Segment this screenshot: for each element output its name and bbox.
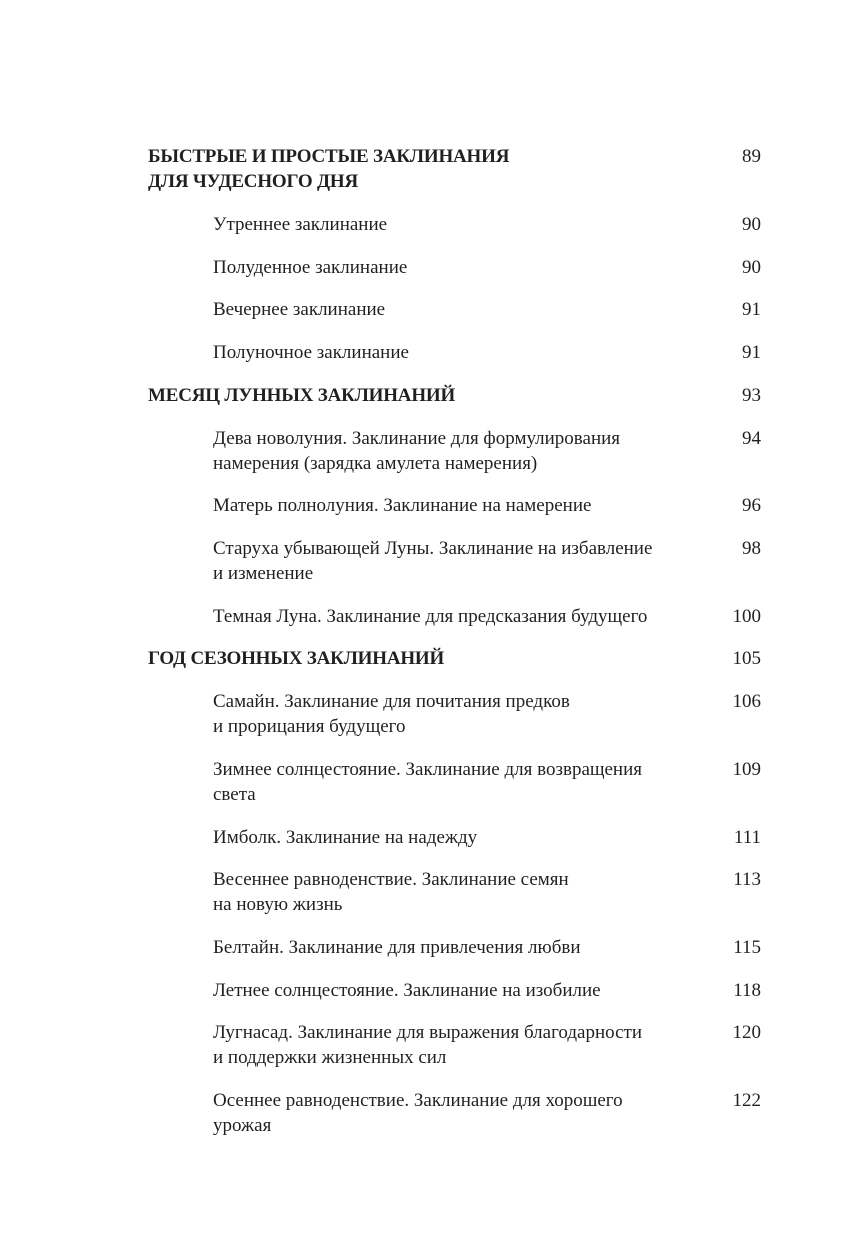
toc-entry-title: Полуночное заклинание bbox=[213, 342, 409, 363]
toc-page-number: 98 bbox=[742, 538, 761, 559]
toc-entry-title: Дева новолуния. Заклинание для формулирования намерения (зарядка амулета намерения) bbox=[213, 428, 621, 474]
toc-page-number: 89 bbox=[742, 146, 761, 167]
toc-page-number: 113 bbox=[733, 869, 761, 890]
toc-entry-title: Весеннее равноденствие. Заклинание семян на новую жизнь bbox=[213, 869, 569, 915]
toc-entry-title: Летнее солнцестояние. Заклинание на изобилие bbox=[213, 980, 601, 1001]
toc-page-number: 91 bbox=[742, 342, 761, 363]
toc-page-number: 100 bbox=[732, 606, 761, 627]
toc-page-number: 90 bbox=[742, 257, 761, 278]
toc-entry-title: Зимнее солнцестояние. Заклинание для возвращения света bbox=[213, 759, 643, 805]
toc-page-number: 120 bbox=[732, 1022, 761, 1043]
toc-page-number: 111 bbox=[733, 827, 761, 848]
toc-page-number: 115 bbox=[733, 937, 761, 958]
toc-page-number: 90 bbox=[742, 214, 761, 235]
toc-page-number: 105 bbox=[732, 648, 761, 669]
toc-section-title: БЫСТРЫЕ И ПРОСТЫЕ ЗАКЛИНАНИЯ ДЛЯ ЧУДЕСНОГО ДНЯ bbox=[148, 146, 510, 192]
toc-page-number: 91 bbox=[742, 299, 761, 320]
toc-page-number: 118 bbox=[733, 980, 761, 1001]
toc-entry-title: Темная Луна. Заклинание для предсказания будущего bbox=[213, 606, 648, 627]
toc-entry-title: Осеннее равноденствие. Заклинание для хорошего урожая bbox=[213, 1090, 623, 1136]
toc-entry-title: Старуха убывающей Луны. Заклинание на избавление и изменение bbox=[213, 538, 653, 584]
toc-entry-title: Имболк. Заклинание на надежду bbox=[213, 827, 478, 848]
toc-entry-title: Полуденное заклинание bbox=[213, 257, 408, 278]
toc-page-number: 122 bbox=[732, 1090, 761, 1111]
toc-page-number: 96 bbox=[742, 495, 761, 516]
toc-page-number: 93 bbox=[742, 385, 761, 406]
toc-section-title: ГОД СЕЗОННЫХ ЗАКЛИНАНИЙ bbox=[148, 648, 445, 669]
toc-page-number: 94 bbox=[742, 428, 761, 449]
toc-entry-title: Утреннее заклинание bbox=[213, 214, 388, 235]
toc-entry-title: Самайн. Заклинание для почитания предков и прорицания будущего bbox=[213, 691, 570, 737]
toc-page-number: 109 bbox=[732, 759, 761, 780]
toc-entry-title: Вечернее заклинание bbox=[213, 299, 386, 320]
toc-entry-title: Лугнасад. Заклинание для выражения благодарности и поддержки жизненных сил bbox=[213, 1022, 642, 1068]
toc-entry-title: Матерь полнолуния. Заклинание на намерение bbox=[213, 495, 592, 516]
toc-entry-title: Белтайн. Заклинание для привлечения любви bbox=[213, 937, 581, 958]
toc-section-title: МЕСЯЦ ЛУННЫХ ЗАКЛИНАНИЙ bbox=[148, 385, 456, 406]
toc-page-number: 106 bbox=[732, 691, 761, 712]
